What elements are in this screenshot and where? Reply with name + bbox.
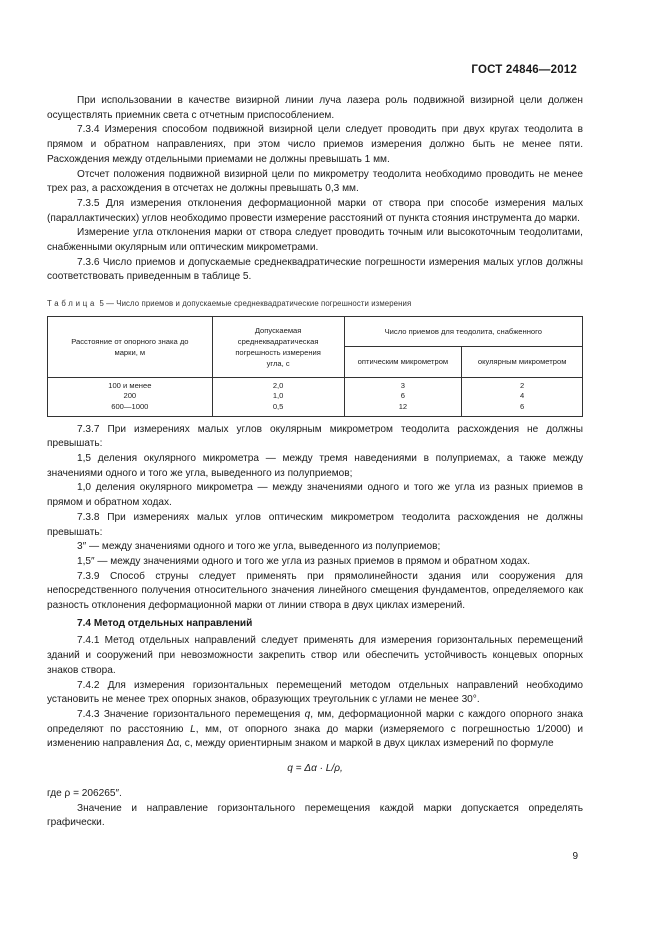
table-caption <box>47 297 583 312</box>
paragraph: 1,5 деления окулярного микрометра — между тремя наведениями в полуприемах, а также между значениями одного и того же угла, выведенного из полуприемов; <box>47 453 583 479</box>
symbol-q: q <box>304 708 311 720</box>
header-error: Допускаемая среднеквадратическая погрешность измерения угла, с <box>212 316 344 377</box>
paragraph: Измерение угла отклонения марки от створа следует проводить точным или высокоточным теодолитами, снабженными окулярным или оптическим микрометрами. <box>47 227 583 254</box>
cell-ocular: 2 4 6 <box>462 377 583 416</box>
document-header: ГОСТ 24846—2012 <box>471 64 577 76</box>
paragraph: Отсчет положения подвижной визирной цели по микрометру теодолита необходимо проводить не менее трех раз, а расхождения в отсчетах не должны превышать 0,3 мм. <box>47 168 583 195</box>
cell-optical: 3 6 12 <box>344 377 462 416</box>
header-optical: оптическим микрометром <box>344 346 462 377</box>
cell-distance: 100 и менее 200 600—1000 <box>48 377 213 416</box>
table-caption-text: 5 — Число приемов и допускаемые среднеквадратические погрешности измерения <box>97 299 412 309</box>
body-text <box>47 94 583 831</box>
paragraph-7-3-6: 7.3.6 Число приемов и допускаемые среднеквадратические погрешности измерения малых углов должны соответствовать приведенным в таблице 5. <box>47 256 583 283</box>
paragraph: 3″ — между значениями одного и того же угла, выведенного из полуприемов; <box>77 541 441 553</box>
paragraph: При использовании в качестве визирной линии луча лазера роль подвижной визирной цели должен осуществлять приемник света с отчетным приспособлением. <box>47 95 583 121</box>
paragraph-7-3-9: 7.3.9 Способ струны следует применять при прямолинейности здания или сооружения для непосредственного получения относительного значения линейного смещения фундаментов, определяемого как разность отклонения деформационной марки от линии створа в двух циклах измерений. <box>47 570 583 612</box>
paragraph: 1,0 деления окулярного микрометра — между значениями одного и того же угла из разных приемов в прямом и обратном ходах. <box>47 482 583 509</box>
header-receptions: Число приемов для теодолита, снабженного <box>344 316 582 346</box>
paragraph-7-3-7: 7.3.7 При измерениях малых углов окулярным микрометром теодолита расхождения не должны превышать: <box>47 423 583 450</box>
paragraph-7-3-4: 7.3.4 Измерения способом подвижной визирной цели следует проводить при двух кругах теодолита в прямом и обратном направлениях, при этом число приемов измерения должно быть не менее пяти. Расхождения между отдельными приемами не должны превышать 1 мм. <box>47 124 583 165</box>
header-ocular: окулярным микрометром <box>462 346 583 377</box>
paragraph: 1,5″ — между значениями одного и того же угла из разных приемов в прямом и обратном ходах. <box>77 555 531 567</box>
paragraph-7-4-1: 7.4.1 Метод отдельных направлений следует применять для измерения горизонтальных перемещений зданий и сооружений при невозможности закрепить створ или обеспечить устойчивость концевых опорных знаков створа. <box>47 635 583 676</box>
formula-note: где ρ = 206265″. <box>47 787 122 799</box>
text-run: 7.4.3 Значение горизонтального перемещения <box>77 708 305 720</box>
cell-error: 2,0 1,0 0,5 <box>212 377 344 416</box>
section-heading: 7.4 Метод отдельных направлений <box>77 617 253 629</box>
paragraph-7-4-3 <box>47 708 583 752</box>
text-run: , мм, деформационной марки с каждого опорного знака определяют по расстоянию <box>47 708 583 735</box>
table-5 <box>47 316 583 417</box>
text-run: , мм, от опорного знака до марки (измеряемого с погрешностью 1/2000) и изменению направления Δα, с, между ориентирным знаком и маркой в двух циклах измерений по формуле <box>47 723 584 750</box>
header-distance: Расстояние от опорного знака до марки, м <box>48 316 213 377</box>
paragraph-7-3-8: 7.3.8 При измерениях малых углов оптическим микрометром теодолита расхождения не должны превышать: <box>47 511 583 538</box>
paragraph-7-4-2: 7.4.2 Для измерения горизонтальных перемещений методом отдельных направлений необходимо установить не менее трех опорных знаков, образующих треугольник с углами не менее 30°. <box>47 679 583 706</box>
page-number: 9 <box>572 851 578 862</box>
paragraph: Значение и направление горизонтального перемещения каждой марки допускается определять графически. <box>47 802 583 829</box>
symbol-L: L <box>190 723 196 735</box>
formula: q = Δα · L/ρ, <box>287 763 343 775</box>
paragraph-7-3-5: 7.3.5 Для измерения отклонения деформационной марки от створа при способе измерения малых (параллактических) углов необходимо провести измерение расстояний от пункта стояния инструмента до марки. <box>47 197 583 224</box>
table-caption-label: Таблица <box>47 299 98 309</box>
